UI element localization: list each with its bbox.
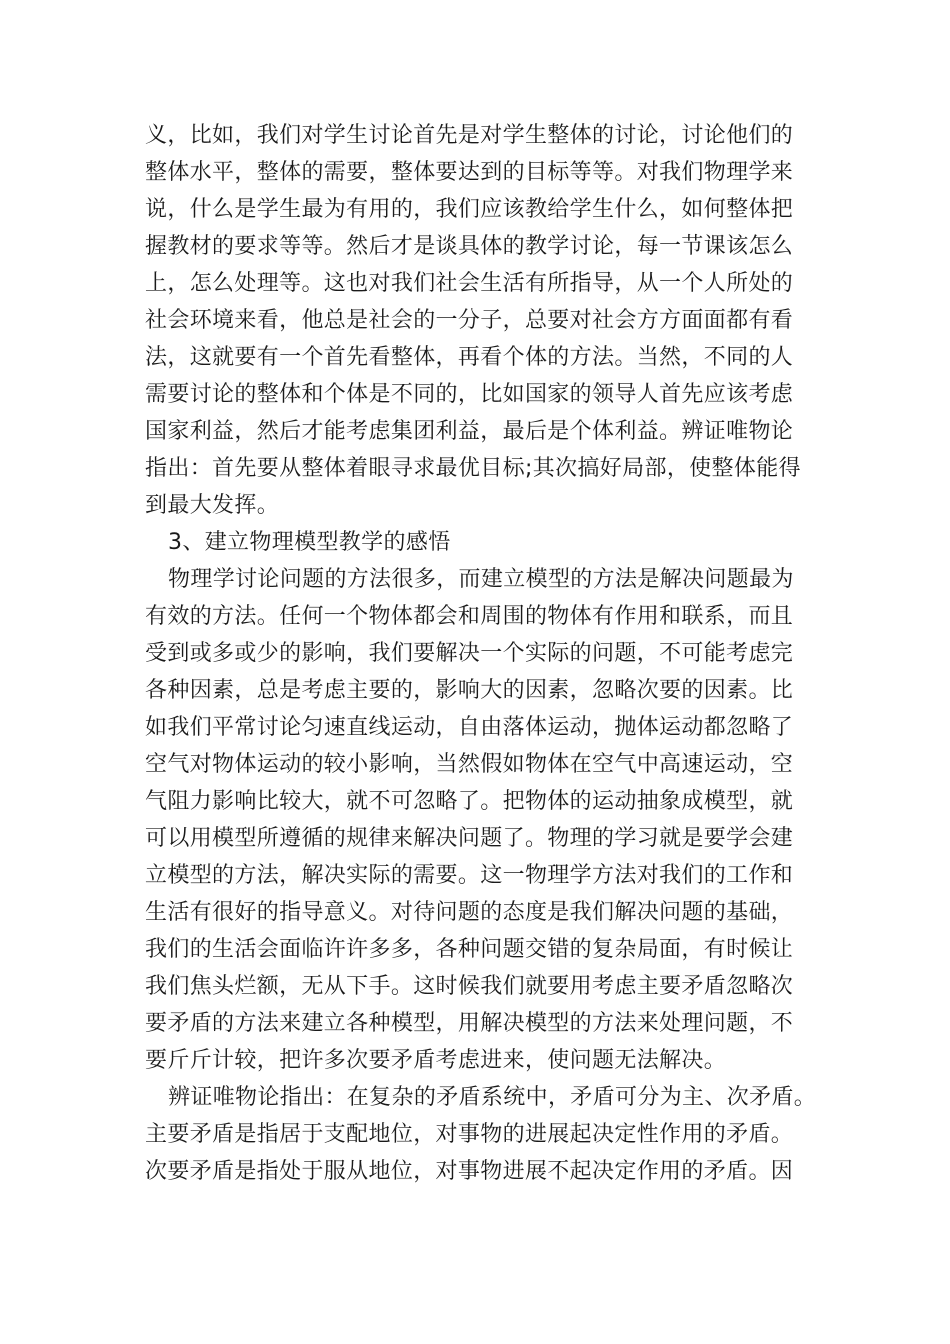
text-line: 立模型的方法，解决实际的需要。这一物理学方法对我们的工作和 [145,863,794,888]
text-line: 空气对物体运动的较小影响，当然假如物体在空气中高速运动，空 [145,752,794,777]
text-line: 说，什么是学生最为有用的，我们应该教给学生什么，如何整体把 [145,197,794,222]
text-line: 上，怎么处理等。这也对我们社会生活有所指导，从一个人所处的 [145,271,794,296]
text-line: 可以用模型所遵循的规律来解决问题了。物理的学习就是要学会建 [145,826,794,851]
text-line: 气阻力影响比较大，就不可忽略了。把物体的运动抽象成模型，就 [145,789,794,814]
text-line: 如我们平常讨论匀速直线运动，自由落体运动，抛体运动都忽略了 [145,715,794,740]
paragraph-first-line: 物理学讨论问题的方法很多，而建立模型的方法是解决问题最为 [168,567,794,592]
text-line: 次要矛盾是指处于服从地位，对事物进展不起决定作用的矛盾。因 [145,1159,794,1184]
text-line: 握教材的要求等等。然后才是谈具体的教学讨论，每一节课该怎么 [145,234,794,259]
text-line: 整体水平，整体的需要，整体要达到的目标等等。对我们物理学来 [145,160,794,185]
text-line: 指出：首先要从整体着眼寻求最优目标;其次搞好局部，使整体能得 [145,456,801,481]
text-line: 主要矛盾是指居于支配地位，对事物的进展起决定性作用的矛盾。 [145,1122,794,1147]
text-line: 到最大发挥。 [145,493,280,518]
text-line: 有效的方法。任何一个物体都会和周围的物体有作用和联系，而且 [145,604,794,629]
section-heading: 3、建立物理模型教学的感悟 [168,530,451,555]
text-line: 社会环境来看，他总是社会的一分子，总要对社会方方面面都有看 [145,308,794,333]
text-line: 法，这就要有一个首先看整体，再看个体的方法。当然，不同的人 [145,345,794,370]
paragraph-first-line: 辨证唯物论指出：在复杂的矛盾系统中，矛盾可分为主、次矛盾。 [168,1085,817,1110]
text-line: 要斤斤计较，把许多次要矛盾考虑进来，使问题无法解决。 [145,1048,727,1073]
text-line: 我们的生活会面临许许多多，各种问题交错的复杂局面，有时候让 [145,937,794,962]
text-line: 国家利益，然后才能考虑集团利益，最后是个体利益。辨证唯物论 [145,419,794,444]
text-line: 各种因素，总是考虑主要的，影响大的因素，忽略次要的因素。比 [145,678,794,703]
text-line: 义，比如，我们对学生讨论首先是对学生整体的讨论，讨论他们的 [145,123,794,148]
text-line: 生活有很好的指导意义。对待问题的态度是我们解决问题的基础， [145,900,794,925]
text-line: 需要讨论的整体和个体是不同的，比如国家的领导人首先应该考虑 [145,382,794,407]
text-line: 受到或多或少的影响，我们要解决一个实际的问题，不可能考虑完 [145,641,794,666]
text-line: 我们焦头烂额，无从下手。这时候我们就要用考虑主要矛盾忽略次 [145,974,794,999]
text-line: 要矛盾的方法来建立各种模型，用解决模型的方法来处理问题，不 [145,1011,794,1036]
